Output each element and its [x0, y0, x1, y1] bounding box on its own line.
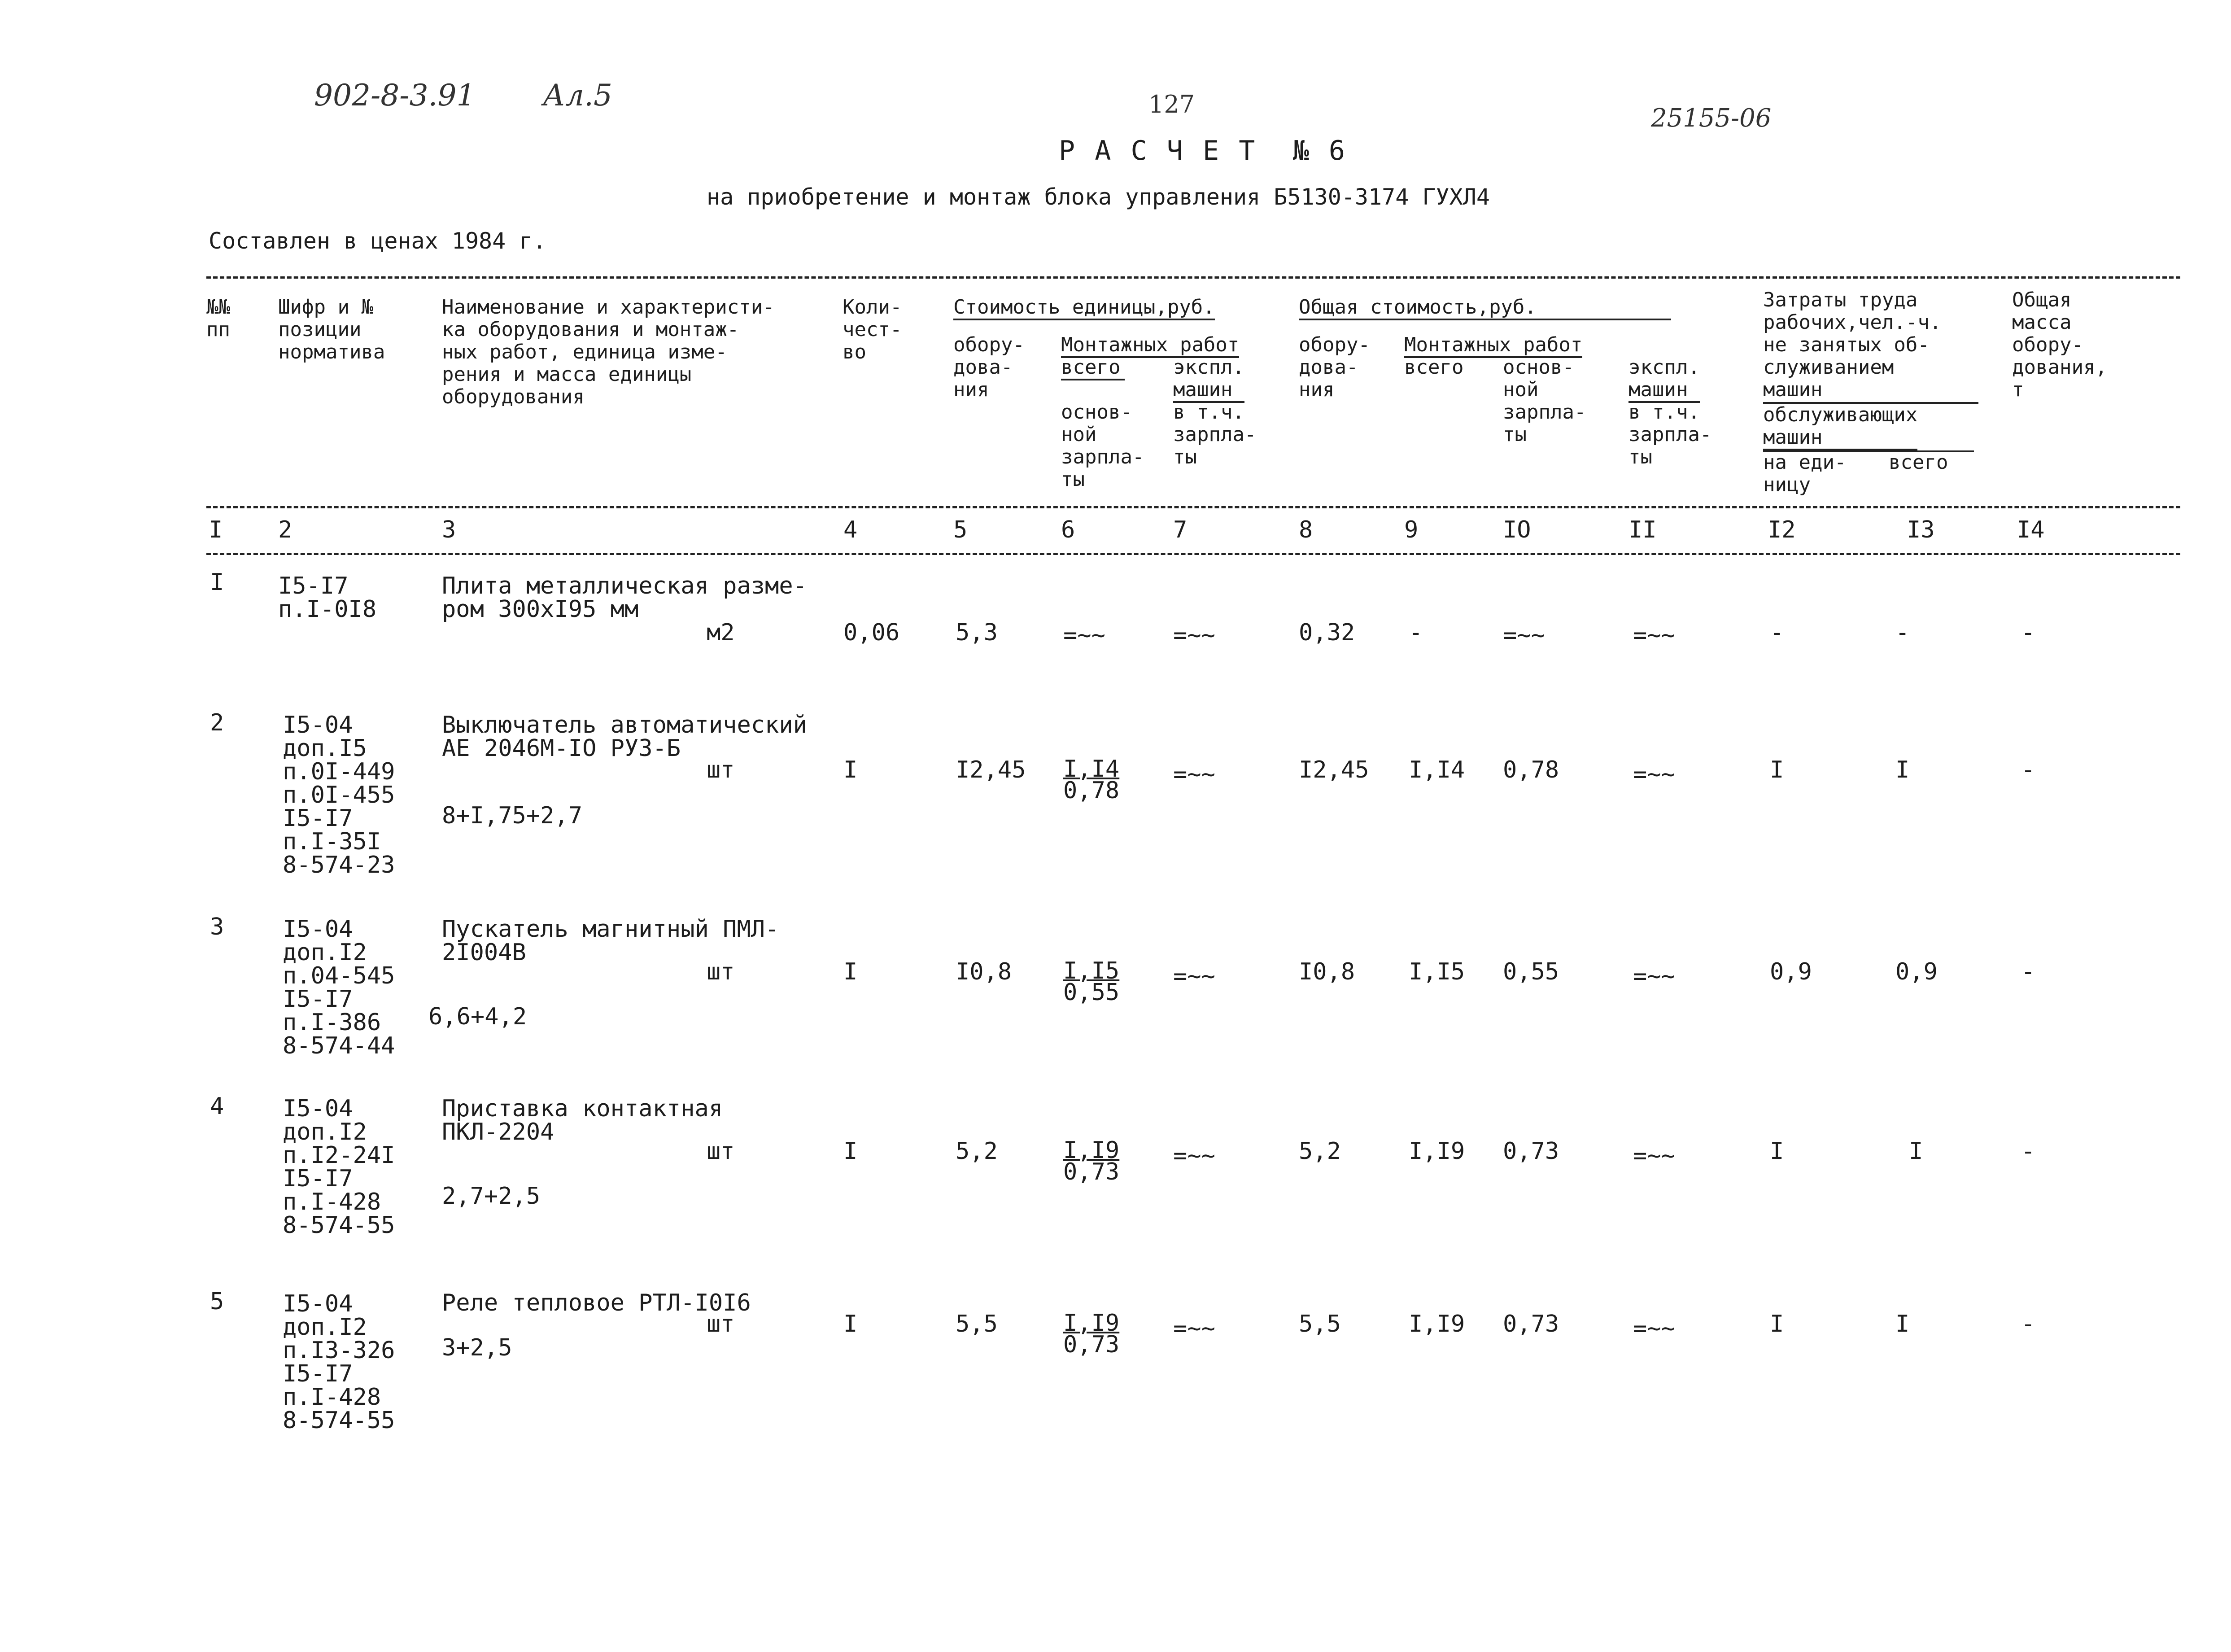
row-qty: I	[843, 958, 858, 985]
row-base-salary-sum: 0,73	[1503, 1311, 1559, 1337]
col-number: 5	[953, 516, 968, 543]
col-header-mount-total-sum: всего	[1404, 356, 1464, 379]
row-mount-base: 0,73	[1063, 1158, 1120, 1185]
col-header-labor-total: всего	[1889, 451, 1948, 474]
row-unit: шт	[707, 1311, 735, 1337]
row-mass: -	[2021, 619, 2035, 646]
row-formula: 8+I,75+2,7	[442, 802, 583, 829]
col-number: 9	[1404, 516, 1419, 543]
row-name: Плита металлическая разме- ром 300хI95 мм	[442, 573, 807, 623]
dash-squiggle: =~~	[1633, 963, 1675, 990]
row-equip-total: 0,32	[1299, 619, 1355, 646]
col-header-code: Шифр и № позиции норматива	[278, 296, 385, 363]
col-header-mount-base: основ- ной зарпла- ты	[1061, 401, 1144, 491]
dash-squiggle: =~~	[1173, 622, 1215, 649]
doc-code: 902-8-3.91	[314, 78, 476, 113]
row-qty: 0,06	[843, 619, 900, 646]
col-header-mount-group-2: Монтажных работ	[1404, 334, 1582, 358]
row-unit: шт	[707, 1138, 735, 1165]
col-header-labor-group: Затраты труда рабочих,чел.-ч. не занятых об- служиванием машин	[1763, 288, 1942, 401]
row-labor-total: -	[1895, 619, 1910, 646]
column-numbers-rule	[206, 553, 2180, 555]
col-number: 7	[1173, 516, 1188, 543]
col-number: 3	[442, 516, 456, 543]
col-header-mach-sum-bottom: в т.ч. зарпла- ты	[1628, 401, 1712, 468]
row-code: I5-04 доп.I2 п.I3-326 I5-I7 п.I-428 8-574-55	[283, 1290, 395, 1434]
row-mass: -	[2021, 958, 2035, 985]
row-num: 3	[210, 913, 224, 940]
col-number: I4	[2017, 516, 2045, 543]
row-mass: -	[2021, 1138, 2035, 1165]
dash-squiggle: =~~	[1633, 622, 1675, 649]
col-number: I2	[1768, 516, 1796, 543]
col-number: 8	[1299, 516, 1313, 543]
row-labor-total: I	[1909, 1138, 1923, 1165]
row-qty: I	[843, 756, 858, 783]
row-mount-total-sum: -	[1409, 619, 1423, 646]
header-top-rule	[206, 276, 2180, 279]
col-number: I3	[1907, 516, 1935, 543]
dash-squiggle: =~~	[1173, 963, 1215, 990]
col-header-mass: Общая масса обору- дования, т	[2012, 288, 2107, 401]
row-unit: шт	[707, 756, 735, 783]
row-mount-total: I,I9	[1063, 1137, 1120, 1164]
row-mount-total-sum: I,I9	[1409, 1138, 1465, 1165]
prices-note: Составлен в ценах 1984 г.	[209, 228, 546, 254]
row-qty: I	[843, 1311, 858, 1337]
dash-squiggle: =~~	[1063, 622, 1105, 649]
row-mount-total: I,I5	[1063, 957, 1120, 984]
row-mass: -	[2021, 1311, 2035, 1337]
row-labor-total: 0,9	[1895, 958, 1938, 985]
col-number: 6	[1061, 516, 1075, 543]
row-equip-total: 5,5	[1299, 1311, 1341, 1337]
mount-fraction	[1063, 756, 1120, 804]
row-name: Выключатель автоматический АЕ 2046М-IO РУЗ-Б	[442, 712, 807, 762]
row-num: 4	[210, 1093, 224, 1120]
doc-number: 25155-06	[1651, 104, 1772, 133]
col-header-qty: Коли- чест- во	[843, 296, 902, 363]
row-labor-unit: I	[1770, 756, 1784, 783]
col-header-labor-unit: на еди- ницу	[1763, 451, 1847, 496]
row-code: I5-04 доп.I2 п.I2-24I I5-I7 п.I-428 8-574-55	[283, 1095, 395, 1239]
col-header-mach-top: экспл. машин	[1173, 356, 1244, 403]
col-number: II	[1628, 516, 1657, 543]
mount-fraction	[1063, 957, 1120, 1006]
row-num: I	[210, 569, 224, 596]
row-name: Пускатель магнитный ПМЛ- 2I004В	[442, 916, 779, 966]
col-number: I	[209, 516, 223, 543]
row-equip-unit: 5,2	[956, 1138, 998, 1165]
row-labor-unit: -	[1770, 619, 1784, 646]
row-labor-unit: 0,9	[1770, 958, 1812, 985]
page-subtitle: на приобретение и монтаж блока управления Б5130-3174 ГУХЛ4	[707, 184, 1490, 210]
col-header-mach-sum-top: экспл. машин	[1628, 356, 1700, 403]
row-mount-base: 0,73	[1063, 1331, 1120, 1358]
row-name: Реле тепловое РТЛ-I0I6	[442, 1289, 751, 1316]
dash-squiggle: =~~	[1633, 1315, 1675, 1342]
col-header-mount-group-1: Монтажных работ	[1061, 334, 1239, 358]
row-name: Приставка контактная ПКЛ-2204	[442, 1095, 723, 1145]
row-mount-base: 0,55	[1063, 979, 1120, 1006]
col-header-unit-cost-group: Стоимость единицы,руб.	[953, 296, 1215, 320]
row-mount-base: 0,78	[1063, 777, 1120, 804]
col-header-equip-total: обору- дова- ния	[1299, 333, 1370, 401]
col-header-base-salary-sum: основ- ной зарпла- ты	[1503, 356, 1586, 446]
row-qty: I	[843, 1138, 858, 1165]
col-header-num: №№ пп	[206, 296, 230, 341]
col-header-mount-total: всего	[1061, 356, 1125, 380]
col-header-name: Наименование и характеристи- ка оборудования и монтаж- ных работ, единица измe- рения и масса единицы оборудования	[442, 296, 775, 408]
row-labor-total: I	[1895, 756, 1910, 783]
dash-squiggle: =~~	[1173, 1142, 1215, 1169]
col-number: IO	[1503, 516, 1531, 543]
row-mass: -	[2021, 756, 2035, 783]
page-number: 127	[1148, 90, 1195, 118]
row-formula: 6,6+4,2	[428, 1003, 527, 1030]
header-bottom-rule	[206, 506, 2180, 508]
row-equip-unit: 5,5	[956, 1311, 998, 1337]
col-number: 4	[843, 516, 858, 543]
row-labor-unit: I	[1770, 1138, 1784, 1165]
col-header-total-cost-group: Общая стоимость,руб.	[1299, 296, 1671, 320]
row-formula: 3+2,5	[442, 1334, 512, 1361]
dash-squiggle: =~~	[1173, 761, 1215, 788]
dash-squiggle: =~~	[1503, 622, 1545, 649]
col-number: 2	[278, 516, 293, 543]
row-base-salary-sum: 0,55	[1503, 958, 1559, 985]
row-code: I5-I7 п.I-0I8	[278, 573, 377, 623]
row-unit: шт	[707, 958, 735, 985]
col-header-mach-bottom: в т.ч. зарпла- ты	[1173, 401, 1257, 468]
sheet-mark: Ал.5	[543, 78, 612, 113]
col-header-labor-sub: обслуживающих машин	[1763, 404, 1917, 450]
dash-squiggle: =~~	[1633, 761, 1675, 788]
dash-squiggle: =~~	[1173, 1315, 1215, 1342]
row-code: I5-04 доп.I5 п.0I-449 п.0I-455 I5-I7 п.I-35I 8-574-23	[283, 712, 395, 878]
row-mount-total: I,I9	[1063, 1310, 1120, 1337]
row-base-salary-sum: 0,78	[1503, 756, 1559, 783]
row-equip-total: 5,2	[1299, 1138, 1341, 1165]
mount-fraction	[1063, 1310, 1120, 1358]
row-mount-total-sum: I,I4	[1409, 756, 1465, 783]
row-num: 2	[210, 709, 224, 736]
row-equip-unit: I0,8	[956, 958, 1012, 985]
row-unit: м2	[707, 619, 735, 646]
row-formula: 2,7+2,5	[442, 1183, 541, 1210]
row-equip-total: I0,8	[1299, 958, 1355, 985]
row-equip-total: I2,45	[1299, 756, 1369, 783]
row-num: 5	[210, 1288, 224, 1315]
row-equip-unit: I2,45	[956, 756, 1026, 783]
row-mount-total: I,I4	[1063, 756, 1120, 782]
row-equip-unit: 5,3	[956, 619, 998, 646]
row-base-salary-sum: 0,73	[1503, 1138, 1559, 1165]
row-mount-total-sum: I,I9	[1409, 1311, 1465, 1337]
dash-squiggle: =~~	[1633, 1142, 1675, 1169]
row-labor-total: I	[1895, 1311, 1910, 1337]
page-title: Р А С Ч Е Т № 6	[1059, 135, 1347, 166]
mount-fraction	[1063, 1137, 1120, 1185]
row-mount-total-sum: I,I5	[1409, 958, 1465, 985]
row-labor-unit: I	[1770, 1311, 1784, 1337]
labor-sub-divider	[1763, 450, 1974, 452]
col-header-equip-unit: обору- дова- ния	[953, 333, 1025, 401]
row-code: I5-04 доп.I2 п.04-545 I5-I7 п.I-386 8-574-44	[283, 916, 395, 1059]
